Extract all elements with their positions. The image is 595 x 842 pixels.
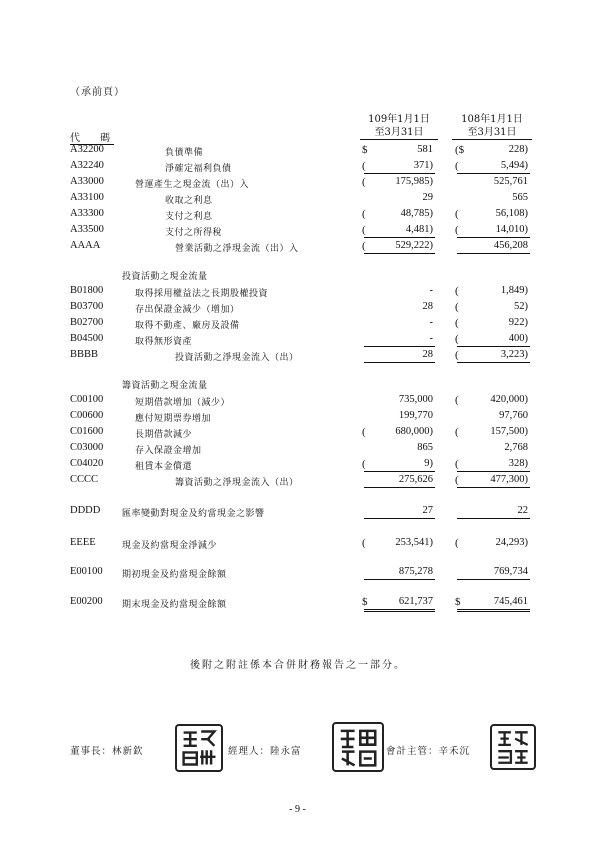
c2-underline [457,487,530,488]
c2-value: 769,734 [493,566,528,577]
c2-prefix: ( [455,333,459,345]
c2-value: 1,849) [500,285,528,296]
c1-prefix: ( [362,537,366,549]
c2-prefix: ( [455,458,459,470]
c1-value: 4,481) [405,224,433,235]
c1-prefix: $ [362,144,368,156]
c2-prefix: ( [455,224,459,236]
c1-value: - [429,317,433,328]
c1-prefix: ( [362,240,366,252]
c2-underline [457,253,530,254]
row-label: 支付之所得稅 [165,228,223,238]
c1-value: 48,785) [400,208,433,219]
c1-value: 275,626 [398,474,433,485]
c2-value: 456,208 [493,240,528,251]
row-label: 投資活動之淨現金流入（出） [175,353,299,363]
c2-prefix: ( [455,285,459,297]
row-label: 現金及約當現金淨減少 [122,541,218,551]
c1-prefix: ( [362,224,366,236]
c2-value: 922) [508,317,528,328]
c1-value: 875,278 [398,566,433,577]
continued-note: （承前頁） [70,87,125,98]
c1-value: 175,985) [395,176,433,187]
row-code: E00200 [70,596,103,607]
row-code: C04020 [70,458,104,469]
accountant-seal [490,724,536,770]
row-label: 支付之利息 [165,212,213,222]
c1-value: 371) [413,160,433,171]
c1-value: - [429,333,433,344]
c1-underline [364,609,435,612]
c2-value: 745,461 [493,596,528,607]
chairman-seal [175,724,223,772]
c2-value: 3,223) [500,349,528,360]
c1-underline [364,362,435,363]
row-label: 淨確定福利負債 [165,164,232,174]
col2-period-start: 108年1月1日 [461,114,523,125]
c2-prefix: ($ [455,144,465,156]
investing-section-title: 投資活動之現金流量 [122,272,208,282]
row-label: 負債準備 [165,148,204,158]
c2-underline [457,579,530,580]
row-label: 取得不動產、廠房及設備 [135,321,240,331]
col1-period-start: 109年1月1日 [368,114,430,125]
row-code: C03000 [70,442,104,453]
row-code: B01800 [70,285,104,296]
c2-value: 525,761 [493,176,528,187]
column-header-2019 [452,113,532,140]
c1-value: 199,770 [398,410,433,421]
c1-value: 680,000) [395,426,433,437]
row-code: B03700 [70,301,104,312]
row-code: DDDD [70,505,101,516]
c2-value: 477,300) [490,474,528,485]
c2-value: 157,500) [490,426,528,437]
c1-underline [364,579,435,580]
c1-underline [364,346,435,347]
row-label: 期初現金及約當現金餘額 [122,570,227,580]
c1-prefix: ( [362,426,366,438]
row-label: 取得無形資產 [135,337,193,347]
c1-prefix: $ [362,596,368,608]
c1-value: 529,222) [395,240,433,251]
c2-underline [457,237,530,238]
c2-value: 14,010) [495,224,528,235]
c2-value: 400) [508,333,528,344]
page-number: - 9 - [289,804,306,815]
row-code: C01600 [70,426,104,437]
c1-underline [364,253,435,254]
row-label: 短期借款增加（減少） [135,398,231,408]
c2-prefix: ( [455,394,459,406]
c2-prefix: $ [455,596,461,608]
c1-prefix: ( [362,208,366,220]
c2-prefix: ( [455,474,459,486]
row-code: B04500 [70,333,104,344]
c1-value: 253,541) [395,537,433,548]
row-code: A33500 [70,224,104,235]
c1-value: 28 [422,301,433,312]
c2-value: 228) [508,144,528,155]
c2-underline [457,173,530,174]
c2-value: 328) [508,458,528,469]
c2-prefix: ( [455,537,459,549]
c1-value: 621,737 [398,596,433,607]
c1-underline [364,471,435,472]
row-label: 存入保證金增加 [135,446,202,456]
c2-underline [457,471,530,472]
c1-value: - [429,285,433,296]
row-code: A33300 [70,208,104,219]
c2-value: 420,000) [490,394,528,405]
row-code: A33100 [70,192,104,203]
c2-value: 52) [514,301,528,312]
row-label: 應付短期票券增加 [135,414,212,424]
column-header-2020 [360,113,438,140]
c2-value: 24,293) [495,537,528,548]
c1-value: 27 [422,505,433,516]
row-code: C00100 [70,394,104,405]
row-label: 收取之利息 [165,196,213,206]
row-code: E00100 [70,566,103,577]
c2-underline [457,362,530,363]
row-code: AAAA [70,240,101,251]
c2-prefix: ( [455,426,459,438]
c2-prefix: ( [455,160,459,172]
row-code: A33000 [70,176,104,187]
c2-prefix: ( [455,208,459,220]
c2-value: 22 [517,505,528,516]
row-label: 營業活動之淨現金流（出）入 [175,244,299,254]
c2-prefix: ( [455,349,459,361]
c2-underline [457,346,530,347]
row-code: CCCC [70,474,99,485]
c1-value: 9) [424,458,433,469]
footnote: 後附之附註係本合併財務報告之一部分。 [190,660,406,671]
c1-prefix: ( [362,160,366,172]
c1-value: 29 [422,192,433,203]
manager-seal [332,722,384,772]
c1-value: 735,000 [398,394,433,405]
c2-value: 565 [512,192,528,203]
c2-value: 2,768 [504,442,528,453]
row-label: 營運產生之現金流（出）入 [135,180,250,190]
c1-prefix: ( [362,458,366,470]
c1-prefix: ( [362,176,366,188]
row-code: C00600 [70,410,104,421]
c2-value: 5,494) [500,160,528,171]
financing-section-title: 籌資活動之現金流量 [122,381,208,391]
c2-value: 97,760 [499,410,528,421]
c1-underline [364,487,435,488]
c1-value: 581 [417,144,433,155]
c1-underline [364,237,435,238]
row-label: 存出保證金減少（增加） [135,305,240,315]
row-code: A32240 [70,160,104,171]
row-label: 租賃本金償還 [135,462,193,472]
c2-underline [457,518,530,519]
c1-underline [364,173,435,174]
c1-value: 865 [417,442,433,453]
c2-value: 56,108) [495,208,528,219]
col1-period-end: 至3月31日 [360,126,438,140]
row-label: 匯率變動對現金及約當現金之影響 [122,509,265,519]
c2-prefix: ( [455,301,459,313]
col2-period-end: 至3月31日 [452,126,532,140]
c2-prefix: ( [455,317,459,329]
code-column-header: 代 碼 [70,129,114,145]
row-label: 期末現金及約當現金餘額 [122,600,227,610]
row-code: EEEE [70,537,96,548]
c2-underline [457,609,530,612]
row-label: 籌資活動之淨現金流入（出） [175,478,299,488]
c1-value: 28 [422,349,433,360]
row-code: A32200 [70,144,104,155]
c1-underline [364,518,435,519]
chairman-signature-label: 董事長：林新欽 [70,746,144,757]
manager-signature-label: 經理人：陸永富 [228,746,302,757]
row-label: 長期借款減少 [135,430,193,440]
row-code: B02700 [70,317,104,328]
accountant-signature-label: 會計主管：辛禾沉 [386,746,471,757]
row-code: BBBB [70,349,99,360]
row-label: 取得採用權益法之長期股權投資 [135,289,269,299]
